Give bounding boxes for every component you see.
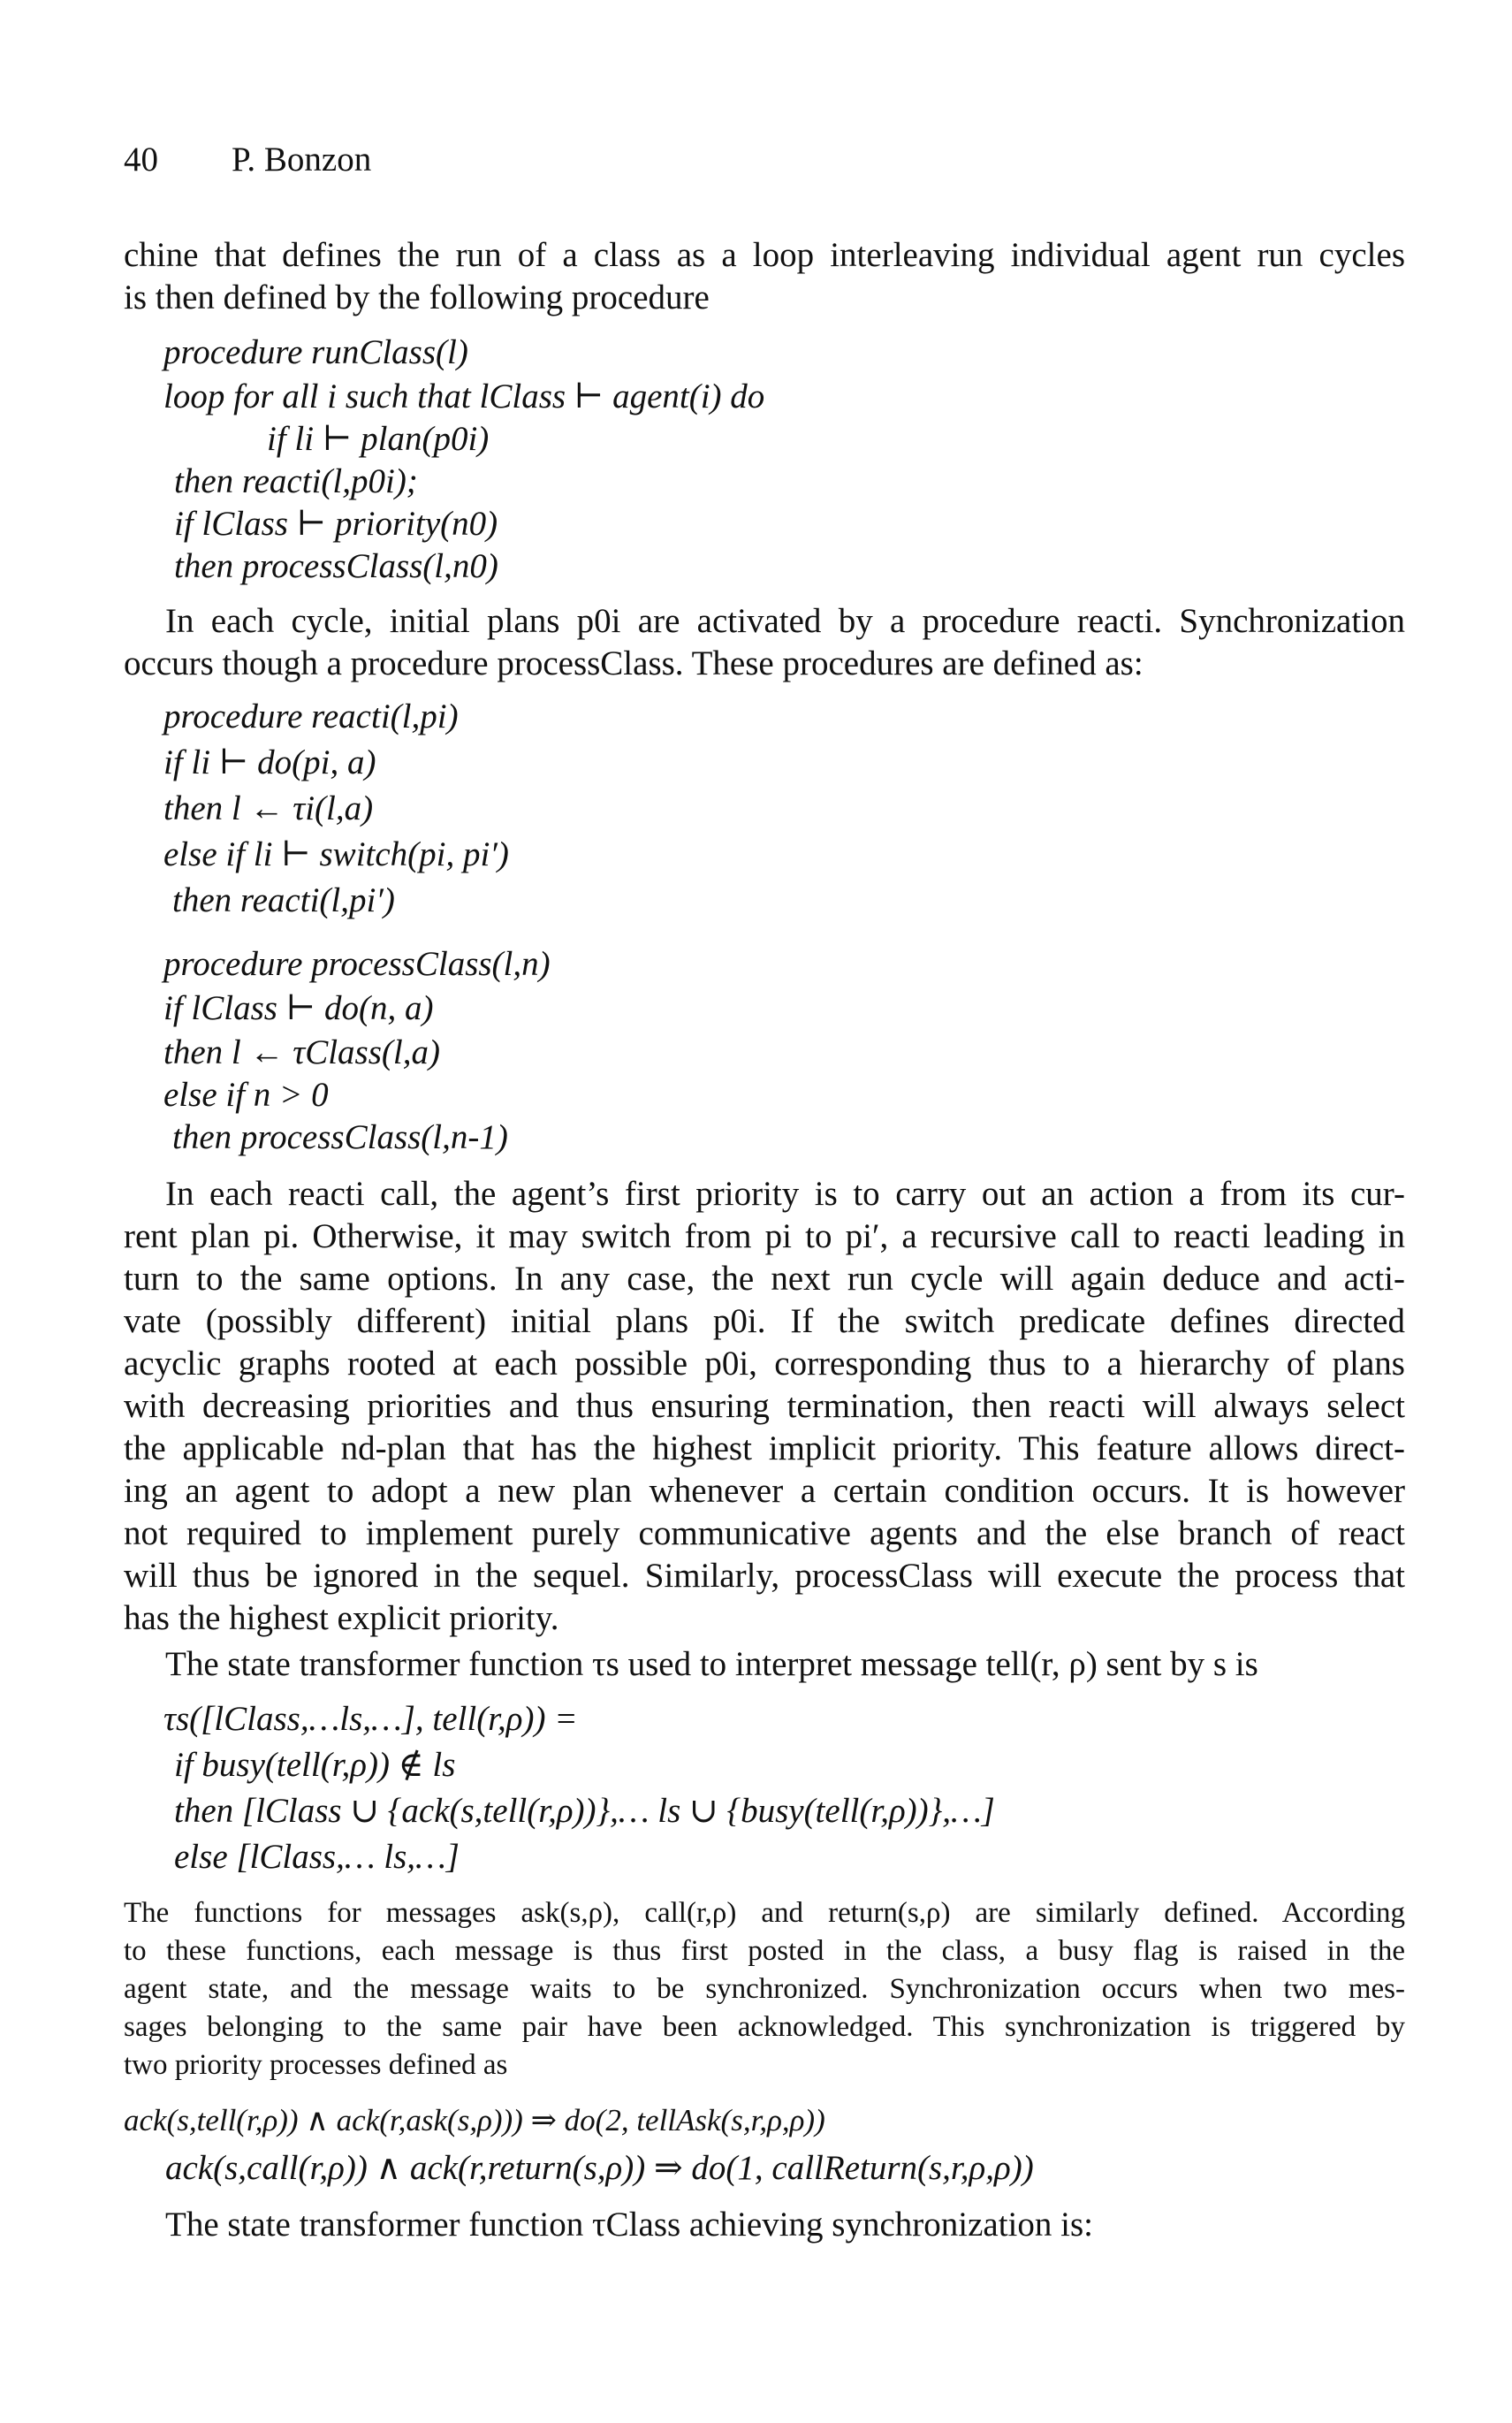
code-line: else if n > 0 — [163, 1076, 329, 1114]
code-line: procedure processClass(l,n) — [163, 945, 551, 983]
code-line: if li ⊢ plan(p0i) — [267, 420, 490, 458]
text-line: with decreasing priorities and thus ensuring termination, then reacti will always select — [124, 1387, 1405, 1425]
code-line: else if li ⊢ switch(pi, pi′) — [163, 835, 509, 873]
text-line: chine that defines the run of a class as a loop interleaving individual agent run cycles — [124, 236, 1405, 274]
code-line: if busy(tell(r,ρ)) ∉ ls — [174, 1746, 456, 1784]
text-line: The state transformer function τs used to interpret message tell(r, ρ) sent by s is — [165, 1645, 1258, 1683]
code-line: then l ← τi(l,a) — [163, 789, 374, 827]
code-line: procedure reacti(l,pi) — [163, 697, 459, 735]
code-line: procedure runClass(l) — [163, 333, 468, 371]
text-line: In each reacti call, the agent’s first priority is to carry out an action a from its cur- — [165, 1175, 1405, 1213]
text-line: occurs though a procedure processClass. These procedures are defined as: — [124, 644, 1143, 682]
running-head-author: P. Bonzon — [232, 141, 372, 179]
code-line: then processClass(l,n0) — [174, 547, 498, 585]
code-line: else [lClass,… ls,…] — [174, 1838, 460, 1876]
text-line: The functions for messages ask(s,ρ), call(r,ρ) and return(s,ρ) are similarly defined. According — [124, 1897, 1405, 1929]
text-line: ing an agent to adopt a new plan whenever a certain condition occurs. It is however — [124, 1472, 1405, 1510]
code-line: then reacti(l,pi′) — [172, 881, 395, 919]
text-line: rent plan pi. Otherwise, it may switch from pi to pi′, a recursive call to reacti leading in — [124, 1217, 1405, 1255]
text-line: sages belonging to the same pair have been acknowledged. This synchronization is triggered by — [124, 2011, 1405, 2043]
page-number: 40 — [124, 141, 158, 179]
text-line: the applicable nd-plan that has the highest implicit priority. This feature allows direct- — [124, 1429, 1405, 1467]
text-line: will thus be ignored in the sequel. Similarly, processClass will execute the process that — [124, 1557, 1405, 1595]
code-line: ack(s,call(r,ρ)) ∧ ack(r,return(s,ρ)) ⇒ do(1, callReturn(s,r,ρ,ρ)) — [165, 2149, 1034, 2187]
text-line: has the highest explicit priority. — [124, 1599, 559, 1637]
text-line: vate (possibly different) initial plans p0i. If the switch predicate defines directed — [124, 1302, 1405, 1340]
code-line: then [lClass ∪ {ack(s,tell(r,ρ))},… ls ∪ {busy(tell(r,ρ))},…] — [174, 1792, 995, 1830]
text-line: acyclic graphs rooted at each possible p0i, corresponding thus to a hierarchy of plans — [124, 1345, 1405, 1383]
code-line: if li ⊢ do(pi, a) — [163, 743, 376, 781]
code-line: then processClass(l,n-1) — [172, 1118, 508, 1156]
text-line: not required to implement purely communicative agents and the else branch of react — [124, 1514, 1405, 1552]
text-line: The state transformer function τClass achieving synchronization is: — [165, 2206, 1093, 2244]
code-line: ack(s,tell(r,ρ)) ∧ ack(r,ask(s,ρ))) ⇒ do(2, tellAsk(s,r,ρ,ρ)) — [124, 2103, 825, 2137]
code-line: then reacti(l,p0i); — [174, 462, 418, 500]
text-line: two priority processes defined as — [124, 2049, 508, 2081]
text-line: In each cycle, initial plans p0i are activated by a procedure reacti. Synchronization — [165, 602, 1405, 640]
text-line: agent state, and the message waits to be synchronized. Synchronization occurs when two mes- — [124, 1973, 1405, 2005]
text-line: is then defined by the following procedure — [124, 278, 710, 316]
code-line: if lClass ⊢ do(n, a) — [163, 989, 434, 1027]
text-line: turn to the same options. In any case, the next run cycle will again deduce and acti- — [124, 1260, 1405, 1298]
text-line: to these functions, each message is thus first posted in the class, a busy flag is raised in the — [124, 1935, 1405, 1967]
code-line: if lClass ⊢ priority(n0) — [174, 505, 498, 543]
code-line: τs([lClass,…ls,…], tell(r,ρ)) = — [163, 1700, 578, 1738]
code-line: then l ← τClass(l,a) — [163, 1033, 440, 1071]
code-line: loop for all i such that lClass ⊢ agent(i) do — [163, 377, 765, 415]
